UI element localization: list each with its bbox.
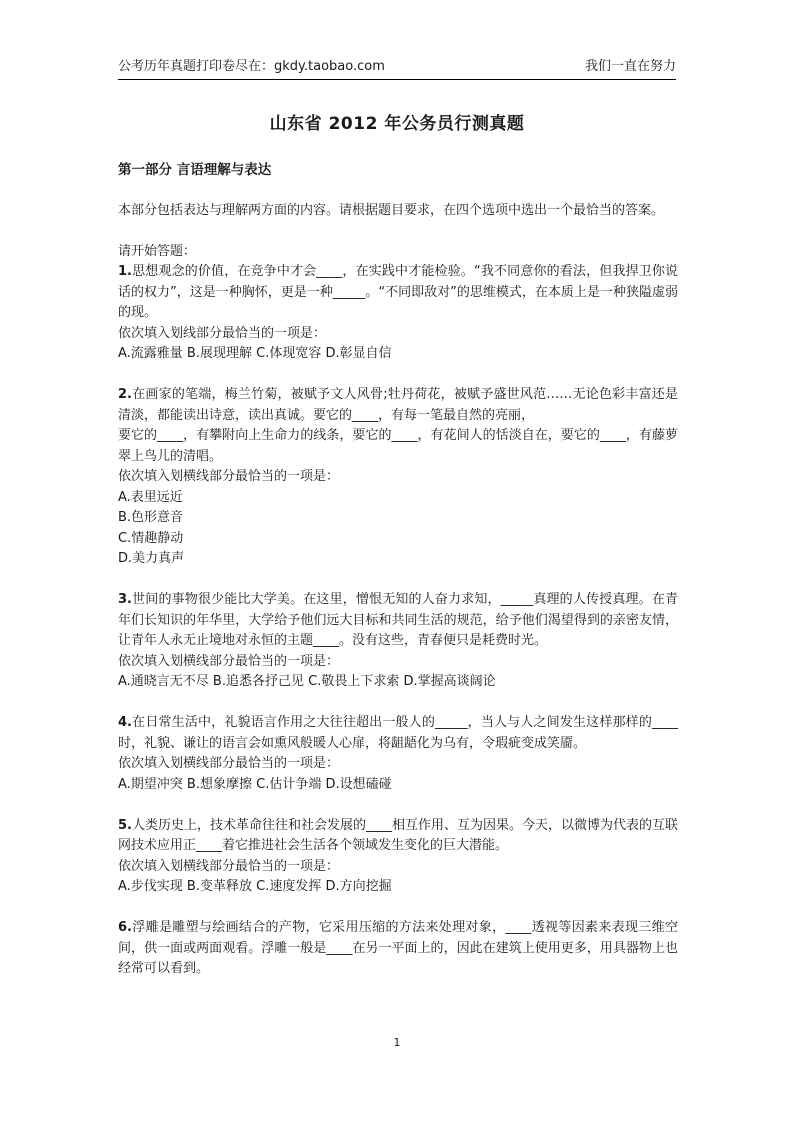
question-prompt: 依次填入划横线部分最恰当的一项是： <box>118 756 340 771</box>
question-options: A.流露雅量 B.展现理解 C.体现宽容 D.彰显自信 <box>118 346 392 361</box>
option-b: B.色形意音 <box>118 510 184 525</box>
question-options: A.期望冲突 B.想象摩擦 C.估计争端 D.设想磕碰 <box>118 776 392 792</box>
question-prompt: 依次填入划横线部分最恰当的一项是： <box>118 858 340 874</box>
header-left-text: 公考历年真题打印卷尽在：gkdy.taobao.com <box>118 59 385 74</box>
question-6 <box>118 918 678 980</box>
question-number: 5. <box>118 817 132 833</box>
question-prompt: 依次填入划横线部分最恰当的一项是： <box>118 653 340 669</box>
question-number: 6. <box>118 920 132 935</box>
question-text: 人类历史上，技术革命往往和社会发展的____相互作用、互为因果。今天，以微博为代表的互联网技术应用正____着它推进社会生活各个领域发生变化的巨大潜能。 <box>118 817 678 853</box>
question-options: A.通晓言无不尽 B.追悉各抒己见 C.敬畏上下求索 D.掌握高谈阔论 <box>118 674 496 689</box>
page-number: 1 <box>393 1036 401 1049</box>
question-number: 4. <box>118 715 132 730</box>
question-text: 在日常生活中，礼貌语言作用之大往往超出一般人的_____，当人与人之间发生这样那样的____时，礼貌、谦让的语言会如熏风般暖人心扉，将龃龉化为乌有，令瑕疵变成笑靥。 <box>118 715 678 751</box>
question-stem <box>118 590 678 652</box>
question-stem <box>118 918 678 980</box>
question-number: 3. <box>118 592 132 607</box>
question-number: 1. <box>118 264 132 279</box>
question-prompt: 依次填入划线部分最恰当的一项是： <box>118 325 327 341</box>
question-stem <box>118 262 678 324</box>
question-3 <box>118 590 678 693</box>
question-4 <box>118 713 678 795</box>
start-prompt: 请开始答题： <box>118 243 197 259</box>
section-heading: 第一部分 言语理解与表达 <box>118 162 272 178</box>
question-prompt: 依次填入划横线部分最恰当的一项是： <box>118 469 340 484</box>
question-text: 世间的事物很少能比大学美。在这里，憎恨无知的人奋力求知，_____真理的人传授真理。在青年们长知识的年华里，大学给予他们远大目标和共同生活的规范，给予他们渴望得到的亲密友情，让青年人永无止境地对永恒的主题____。没有这些，青春便只是耗费时光。 <box>118 592 678 648</box>
question-text: 在画家的笔端，梅兰竹菊，被赋予文人风骨;牡丹荷花，被赋予盛世风范……无论色彩丰富还是清淡，都能读出诗意，读出真诚。要它的____，有每一笔最自然的亮丽， 要它的____，有攀附向上生命力的线条，要它的____，有花间人的恬淡自在，要它的____，有藤萝翠上鸟儿的清唱。 <box>118 387 678 464</box>
question-options: A.步伐实现 B.变革释放 C.速度发挥 D.方向挖掘 <box>118 879 392 894</box>
document-body <box>118 160 678 1000</box>
option-d: D.美力真声 <box>118 551 185 566</box>
document-title: 山东省 2012 年公务员行测真题 <box>269 114 525 134</box>
question-text: 浮雕是雕塑与绘画结合的产物，它采用压缩的方法来处理对象，____透视等因素来表现三维空间，供一面或两面观看。浮雕一般是____在另一平面上的，因此在建筑上使用更多，用具器物上也经常可以看到。 <box>118 920 678 976</box>
header-right-text: 我们一直在努力 <box>584 59 676 74</box>
question-text: 思想观念的价值，在竞争中才会____，在实践中才能检验。“我不同意你的看法，但我捍卫你说话的权力”，这是一种胸怀，更是一种_____。“不同即敌对”的思维模式，在本质上是一种狭隘虚弱的现。 <box>118 264 678 320</box>
question-5 <box>118 816 678 898</box>
question-stem <box>118 385 678 467</box>
section-intro: 本部分包括表达与理解两方面的内容。请根据题目要求，在四个选项中选出一个最恰当的答案。 <box>118 202 665 218</box>
option-a: A.表里远近 <box>118 489 183 505</box>
page-header <box>118 57 676 80</box>
question-stem <box>118 713 678 754</box>
option-c: C.情趣静动 <box>118 530 184 546</box>
question-number: 2. <box>118 387 132 402</box>
question-1 <box>118 262 678 365</box>
question-stem <box>118 816 678 857</box>
question-2 <box>118 385 678 570</box>
